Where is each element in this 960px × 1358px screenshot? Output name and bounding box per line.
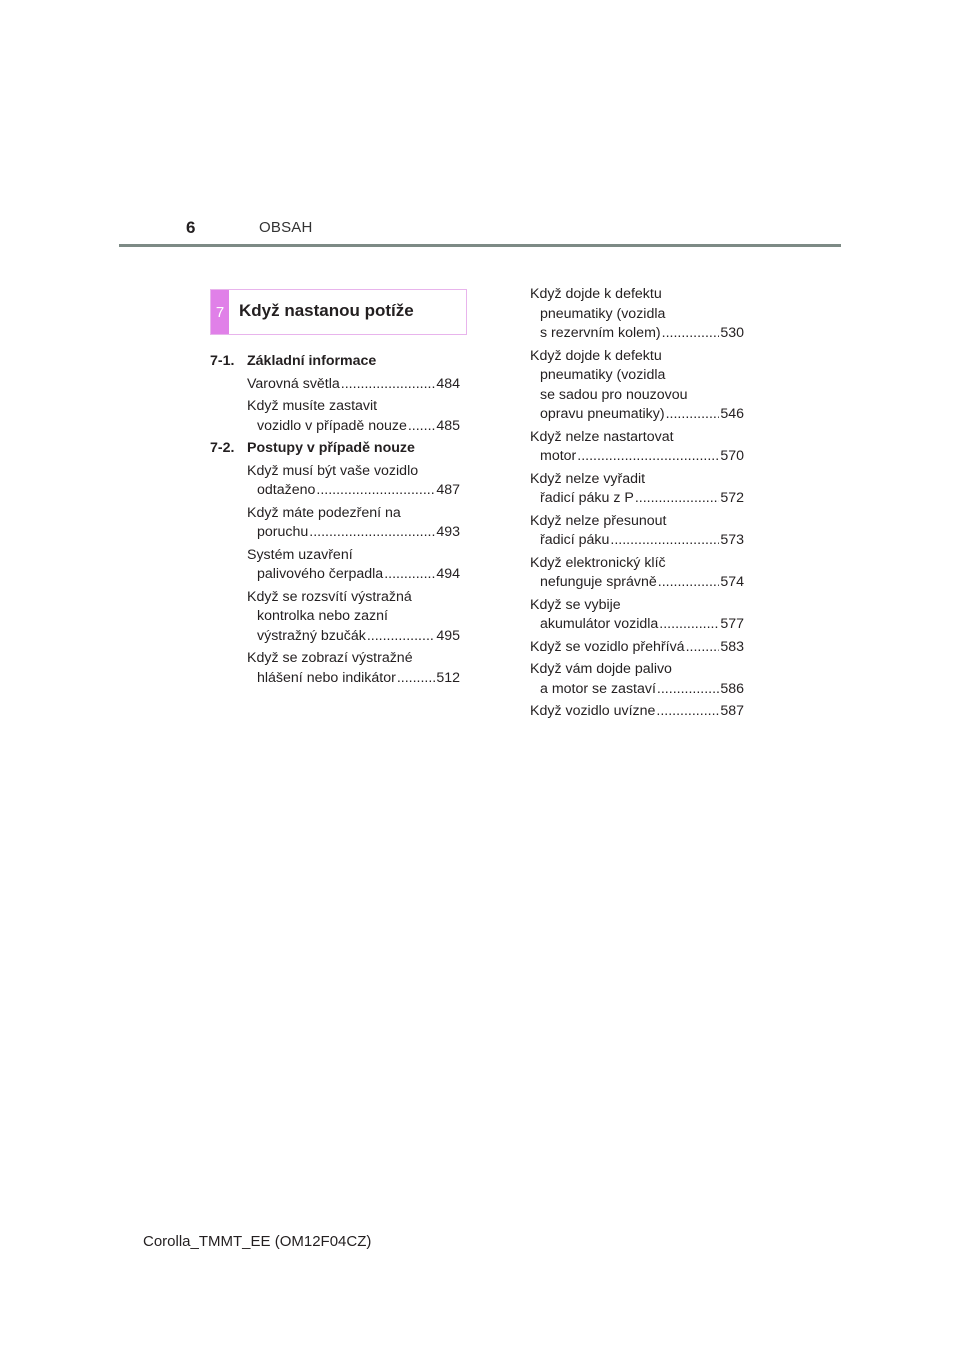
toc-entry-line: pneumatiky (vozidla — [540, 305, 666, 322]
dot-leader — [635, 489, 719, 509]
toc-entry-last-line — [530, 573, 744, 593]
toc-entry[interactable] — [530, 512, 744, 551]
toc-entry[interactable] — [210, 649, 460, 688]
toc-page-number: 572 — [720, 490, 744, 506]
toc-entry-text: s rezervním kolem) — [540, 325, 661, 341]
section-number-tab: 7 — [211, 290, 229, 334]
dot-leader — [309, 523, 435, 543]
section-title: Když nastanou potíže — [239, 301, 414, 320]
dot-leader — [659, 615, 719, 635]
toc-entry-text: Varovná světla — [247, 375, 340, 392]
dot-leader — [610, 531, 719, 551]
toc-entry[interactable] — [210, 462, 460, 501]
dot-leader — [341, 375, 436, 395]
toc-entry-text: Když vozidlo uvízne — [530, 703, 656, 719]
toc-entry-line: Když musíte zastavit — [247, 398, 378, 414]
toc-entry-text: odtaženo — [257, 482, 316, 498]
toc-group-title: Základní informace — [247, 353, 377, 369]
dot-leader — [657, 680, 719, 700]
toc-page-number: 586 — [720, 680, 744, 697]
toc-page-number: 485 — [436, 417, 460, 434]
header-title: OBSAH — [259, 219, 313, 236]
toc-entry-last-line — [530, 489, 744, 509]
toc-entry[interactable] — [210, 588, 460, 647]
toc-entry-text: řadicí páku z P — [540, 490, 634, 506]
toc-entry-line: Když nelze vyřadit — [530, 470, 646, 487]
toc-page-number: 574 — [720, 574, 744, 590]
toc-page-number: 512 — [436, 669, 460, 686]
toc-entry-last-line — [530, 615, 744, 635]
toc-entry-text: palivového čerpadla — [257, 566, 384, 582]
toc-entry-line: kontrolka nebo zazní — [257, 608, 388, 624]
toc-entry-text: vozidlo v případě nouze — [257, 417, 407, 434]
toc-entry[interactable] — [210, 546, 460, 585]
toc-page-number: 495 — [436, 627, 460, 644]
section-heading-box — [210, 289, 467, 335]
toc-entry-line: Když se rozsvítí výstražná — [247, 588, 412, 605]
toc-entry-line: Když nelze nastartovat — [530, 428, 674, 445]
toc-entry-text: akumulátor vozidla — [540, 616, 659, 632]
toc-entry-line: Když dojde k defektu — [530, 286, 662, 302]
toc-group-number: 7-2. — [210, 440, 235, 456]
toc-entry[interactable] — [530, 702, 744, 722]
toc-entry-last-line — [530, 680, 744, 700]
toc-entry-last-line — [247, 523, 460, 543]
toc-page-number: 587 — [720, 703, 744, 719]
header-rule — [119, 244, 841, 247]
toc-entry-last-line — [247, 669, 460, 689]
toc-entry[interactable] — [530, 554, 744, 593]
toc-entry-line: Když máte podezření na — [247, 504, 401, 521]
footer-document-id: Corolla_TMMT_EE (OM12F04CZ) — [143, 1233, 372, 1250]
toc-entry-text: motor — [540, 448, 577, 464]
toc-entry-line: se sadou pro nouzovou — [540, 386, 688, 403]
dot-leader — [577, 447, 719, 467]
toc-entry[interactable] — [530, 638, 744, 658]
toc-entry-text: poruchu — [257, 524, 309, 540]
toc-page-number: 570 — [720, 448, 744, 464]
dot-leader — [658, 573, 720, 593]
dot-leader — [384, 565, 435, 585]
toc-entry-last-line — [530, 531, 744, 551]
dot-leader — [408, 417, 435, 437]
toc-entry-text: hlášení nebo indikátor — [257, 669, 396, 686]
toc-page-number: 484 — [436, 375, 460, 392]
toc-page-number: 577 — [720, 616, 744, 632]
toc-entry-line: Když musí být vaše vozidlo — [247, 462, 419, 479]
toc-entry-line: Když se vybije — [530, 596, 621, 613]
page-number: 6 — [186, 218, 196, 237]
toc-entry[interactable] — [210, 375, 460, 395]
toc-entry-last-line — [530, 447, 744, 467]
toc-entry-text: výstražný bzučák — [257, 627, 366, 644]
toc-entry-line: Když nelze přesunout — [530, 512, 667, 529]
toc-entry[interactable] — [530, 470, 744, 509]
toc-page-number: 494 — [436, 566, 460, 582]
toc-entry[interactable] — [530, 660, 744, 699]
toc-entry-last-line — [247, 565, 460, 585]
toc-entry-line: Když vám dojde palivo — [530, 661, 672, 677]
toc-entry-line: Když dojde k defektu — [530, 347, 662, 364]
toc-group-heading — [210, 439, 460, 459]
toc-entry-last-line — [530, 324, 744, 344]
toc-entry-last-line — [530, 405, 744, 425]
toc-group-heading — [210, 352, 460, 372]
toc-page-number: 583 — [720, 638, 744, 655]
dot-leader — [316, 481, 435, 501]
toc-page-number: 487 — [436, 482, 460, 498]
toc-entry-text: a motor se zastaví — [540, 680, 656, 697]
toc-entry-line: Když se zobrazí výstražné — [247, 650, 413, 666]
toc-entry[interactable] — [530, 285, 744, 344]
toc-group-title: Postupy v případě nouze — [247, 440, 415, 456]
toc-entry-line: Když elektronický klíč — [530, 554, 666, 571]
toc-entry[interactable] — [530, 428, 744, 467]
toc-entry[interactable] — [530, 347, 744, 425]
dot-leader — [662, 324, 720, 344]
toc-entry[interactable] — [530, 596, 744, 635]
toc-page-number: 573 — [720, 532, 744, 548]
toc-entry-text: nefunguje správně — [540, 574, 657, 590]
toc-entry-text: řadicí páku — [540, 532, 610, 548]
toc-entry-last-line — [247, 481, 460, 501]
toc-group-number: 7-1. — [210, 353, 235, 369]
toc-entry-line: pneumatiky (vozidla — [540, 367, 666, 383]
toc-entry-last-line — [530, 638, 744, 658]
dot-leader — [666, 405, 720, 425]
toc-entry-text: Když se vozidlo přehřívá — [530, 638, 685, 655]
dot-leader — [367, 627, 436, 647]
toc-entry-last-line — [247, 375, 460, 395]
toc-page-number: 546 — [720, 406, 744, 422]
toc-entry-last-line — [247, 417, 460, 437]
toc-entry-text: opravu pneumatiky) — [540, 406, 665, 422]
toc-entry-last-line — [247, 627, 460, 647]
toc-entry[interactable] — [210, 397, 460, 436]
toc-page-number: 530 — [720, 325, 744, 341]
dot-leader — [397, 669, 436, 689]
toc-left-column — [210, 352, 460, 691]
dot-leader — [656, 702, 719, 722]
toc-right-column — [530, 285, 744, 725]
toc-entry-line: Systém uzavření — [247, 546, 353, 563]
toc-entry[interactable] — [210, 504, 460, 543]
toc-entry-last-line — [530, 702, 744, 722]
dot-leader — [686, 638, 720, 658]
toc-page-number: 493 — [436, 524, 460, 540]
